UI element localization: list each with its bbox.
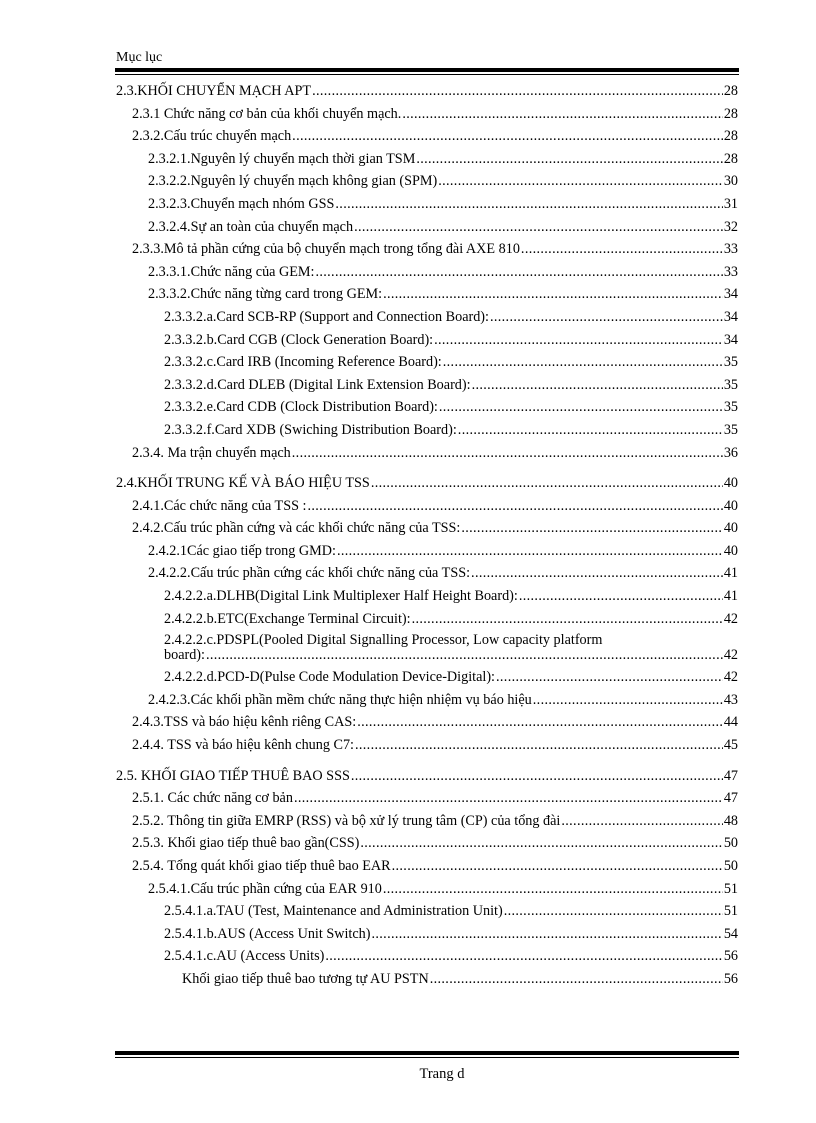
- toc-entry-page: 34: [723, 286, 738, 303]
- toc-leader-dots: [561, 810, 722, 833]
- toc-entry[interactable]: [116, 80, 738, 103]
- toc-entry-page: 30: [723, 173, 738, 190]
- toc-entry-text: 2.5.3. Khối giao tiếp thuê bao gần(CSS): [132, 835, 360, 852]
- toc-entry-page: 43: [723, 691, 738, 708]
- toc-leader-dots: [383, 283, 723, 306]
- page-header-title: Mục lục: [116, 50, 163, 65]
- toc-entry-text: 2.4.KHỐI TRUNG KẾ VÀ BÁO HIỆU TSS: [116, 475, 370, 492]
- toc-entry[interactable]: [116, 540, 738, 563]
- footer-rule-thick: [115, 1051, 739, 1055]
- page-number: Trang d: [419, 1066, 465, 1082]
- toc-entry-page: 56: [723, 948, 738, 965]
- toc-entry-text: 2.4.2.2.b.ETC(Exchange Terminal Circuit):: [164, 610, 411, 627]
- toc-entry[interactable]: [116, 711, 738, 734]
- toc-leader-dots: [337, 540, 723, 563]
- toc-entry-page: 35: [723, 421, 738, 438]
- toc-entry-text: 2.3.3.1.Chức năng của GEM:: [148, 263, 315, 280]
- toc-entry[interactable]: [116, 351, 738, 374]
- toc-entry-page: 35: [723, 354, 738, 371]
- toc-entry[interactable]: [116, 810, 738, 833]
- toc-entry[interactable]: [116, 630, 738, 666]
- toc-entry-page: 44: [723, 714, 738, 731]
- toc-entry-text: 2.5.2. Thông tin giữa EMRP (RSS) và bộ xử lý trung tâm (CP) của tổng đài: [132, 812, 561, 829]
- toc-entry-page: 42: [723, 610, 738, 627]
- toc-entry-text: 2.3.2.4.Sự an toàn của chuyển mạch: [148, 218, 354, 235]
- toc-leader-dots: [472, 374, 723, 397]
- toc-entry[interactable]: [116, 608, 738, 631]
- toc-entry[interactable]: [116, 396, 738, 419]
- toc-leader-dots: [412, 608, 723, 631]
- toc-leader-dots: [443, 351, 723, 374]
- toc-entry[interactable]: [116, 562, 738, 585]
- toc-entry[interactable]: [116, 329, 738, 352]
- toc-entry[interactable]: [116, 585, 738, 608]
- toc-entry[interactable]: [116, 832, 738, 855]
- toc-entry-page: 45: [723, 737, 738, 754]
- toc-entry[interactable]: [116, 419, 738, 442]
- toc-leader-dots: [292, 125, 723, 148]
- toc-entry[interactable]: [116, 945, 738, 968]
- toc-entry[interactable]: [116, 261, 738, 284]
- toc-leader-dots: [312, 80, 723, 103]
- toc-entry-text: 2.5.4.1.Cấu trúc phần cứng của EAR 910: [148, 880, 382, 897]
- toc-leader-dots: [335, 193, 722, 216]
- toc-leader-dots: [355, 734, 723, 757]
- toc-entry[interactable]: [116, 216, 738, 239]
- toc-entry-page: 50: [723, 835, 738, 852]
- toc-entry[interactable]: [116, 517, 738, 540]
- toc-entry[interactable]: [116, 855, 738, 878]
- toc-entry-text: 2.4.4. TSS và báo hiệu kênh chung C7:: [132, 737, 354, 754]
- toc-entry[interactable]: [116, 193, 738, 216]
- toc-entry[interactable]: [116, 495, 738, 518]
- toc-leader-dots: [521, 238, 723, 261]
- header-rule-thick: [115, 68, 739, 72]
- toc-leader-dots: [402, 103, 723, 126]
- toc-entry[interactable]: [116, 103, 738, 126]
- toc-entry-text: 2.4.2.2.Cấu trúc phần cứng các khối chức năng của TSS:: [148, 565, 471, 582]
- toc-entry[interactable]: [116, 442, 738, 465]
- table-of-contents: [116, 80, 738, 991]
- toc-entry-text: 2.4.2.Cấu trúc phần cứng và các khối chức năng của TSS:: [132, 520, 461, 537]
- toc-entry-text: 2.3.3.Mô tả phần cứng của bộ chuyển mạch trong tổng đài AXE 810: [132, 241, 520, 258]
- toc-entry-page: 40: [723, 497, 738, 514]
- toc-entry-page: 31: [723, 195, 738, 212]
- toc-entry-text: 2.3.2.1.Nguyên lý chuyển mạch thời gian TSM: [148, 150, 416, 167]
- toc-leader-dots: [354, 216, 723, 239]
- toc-entry[interactable]: [116, 472, 738, 495]
- toc-entry-page: 28: [723, 83, 738, 99]
- toc-entry-text: 2.3.4. Ma trận chuyển mạch: [132, 444, 291, 461]
- toc-entry-text-continued: board):: [164, 647, 205, 664]
- toc-entry-text: 2.5.4.1.a.TAU (Test, Maintenance and Administration Unit): [164, 903, 503, 920]
- toc-entry-page: 42: [723, 669, 738, 686]
- toc-entry-text: 2.4.3.TSS và báo hiệu kênh riêng CAS:: [132, 714, 357, 731]
- toc-entry-page: 36: [723, 444, 738, 461]
- toc-entry-page: 41: [723, 588, 738, 605]
- toc-entry[interactable]: [116, 765, 738, 788]
- toc-entry-text: 2.3.2.3.Chuyển mạch nhóm GSS: [148, 195, 335, 212]
- toc-leader-dots: [416, 148, 723, 171]
- toc-entry-page: 51: [723, 880, 738, 897]
- toc-leader-dots: [294, 787, 723, 810]
- toc-entry-text: 2.5. KHỐI GIAO TIẾP THUÊ BAO SSS: [116, 767, 350, 784]
- toc-leader-dots: [357, 711, 723, 734]
- toc-entry-page: 35: [723, 399, 738, 416]
- toc-leader-dots: [430, 968, 723, 991]
- footer-rule-thin: [115, 1057, 739, 1058]
- toc-entry-text: 2.3.2.2.Nguyên lý chuyển mạch không gian (SPM): [148, 173, 438, 190]
- toc-entry-text: 2.3.3.2.a.Card SCB-RP (Support and Connection Board):: [164, 308, 489, 325]
- toc-leader-dots: [533, 689, 723, 712]
- toc-entry-text: 2.3.3.2.f.Card XDB (Swiching Distribution Board):: [164, 421, 457, 438]
- toc-leader-dots: [360, 832, 722, 855]
- toc-leader-dots: [383, 878, 723, 901]
- toc-leader-dots: [458, 419, 723, 442]
- toc-leader-dots: [438, 170, 723, 193]
- toc-entry-page: 40: [723, 542, 738, 559]
- toc-leader-dots: [372, 923, 723, 946]
- toc-leader-dots: [496, 666, 723, 689]
- toc-entry-text: 2.4.2.2.c.PDSPL(Pooled Digital Signalling Processor, Low capacity platform: [164, 632, 603, 649]
- toc-leader-dots: [504, 900, 723, 923]
- toc-entry[interactable]: [116, 306, 738, 329]
- toc-entry-text: 2.3.3.2.e.Card CDB (Clock Distribution Board):: [164, 399, 438, 416]
- toc-entry-page: 34: [723, 308, 738, 325]
- toc-entry-page: 28: [723, 105, 738, 122]
- toc-entry-page: 40: [723, 475, 738, 492]
- toc-leader-dots: [461, 517, 722, 540]
- toc-leader-dots: [471, 562, 723, 585]
- toc-entry-page: 48: [723, 812, 738, 829]
- toc-leader-dots: [519, 585, 723, 608]
- toc-entry[interactable]: [116, 170, 738, 193]
- toc-entry[interactable]: [116, 238, 738, 261]
- toc-entry-text: Khối giao tiếp thuê bao tương tự AU PSTN: [182, 970, 429, 987]
- toc-entry-page: 47: [723, 790, 738, 807]
- toc-entry-text: 2.4.2.2.d.PCD-D(Pulse Code Modulation Device-Digital):: [164, 669, 496, 686]
- toc-entry-page: 50: [723, 858, 738, 874]
- toc-entry-text: 2.4.2.2.a.DLHB(Digital Link Multiplexer Half Height Board):: [164, 588, 518, 605]
- toc-entry-text: 2.4.1.Các chức năng của TSS :: [132, 497, 307, 514]
- toc-leader-dots: [315, 261, 722, 284]
- toc-entry-text: 2.5.1. Các chức năng cơ bản: [132, 790, 293, 807]
- toc-entry-text: 2.3.3.2.d.Card DLEB (Digital Link Extension Board):: [164, 376, 471, 393]
- toc-entry-text: 2.3.1 Chức năng cơ bản của khối chuyển mạch.: [132, 105, 402, 122]
- toc-entry[interactable]: [116, 923, 738, 946]
- toc-entry[interactable]: [116, 787, 738, 810]
- toc-entry[interactable]: [116, 148, 738, 171]
- toc-leader-dots: [292, 442, 723, 465]
- toc-entry-page: 40: [723, 520, 738, 537]
- toc-entry-page: 33: [723, 263, 738, 280]
- toc-entry-text: 2.4.2.1Các giao tiếp trong GMD:: [148, 542, 336, 559]
- toc-entry-page: 51: [723, 903, 738, 920]
- toc-entry-page: 35: [723, 376, 738, 393]
- toc-leader-dots: [490, 306, 723, 329]
- toc-entry-text: 2.5.4.1.c.AU (Access Units): [164, 948, 325, 965]
- toc-entry[interactable]: [116, 900, 738, 923]
- toc-entry-text: 2.3.KHỐI CHUYỂN MẠCH APT: [116, 83, 312, 99]
- toc-entry-page: 42: [723, 647, 738, 664]
- toc-entry-text: 2.3.2.Cấu trúc chuyển mạch: [132, 128, 292, 145]
- toc-entry-text: 2.3.3.2.c.Card IRB (Incoming Reference Board):: [164, 354, 442, 371]
- toc-entry[interactable]: [116, 283, 738, 306]
- header-rule-thin: [115, 74, 739, 75]
- toc-entry-page: 56: [723, 970, 738, 987]
- toc-leader-dots: [325, 945, 722, 968]
- toc-leader-dots: [371, 472, 723, 495]
- toc-entry-page: 33: [723, 241, 738, 258]
- toc-entry[interactable]: [116, 878, 738, 901]
- toc-entry-page: 28: [723, 128, 738, 145]
- toc-entry-text: 2.4.2.3.Các khối phần mềm chức năng thực hiện nhiệm vụ báo hiệu: [148, 691, 532, 708]
- toc-leader-dots: [434, 329, 723, 352]
- toc-entry-page: 47: [723, 767, 738, 784]
- toc-entry-text: 2.5.4. Tổng quát khối giao tiếp thuê bao EAR: [132, 858, 391, 874]
- toc-entry-page: 32: [723, 218, 738, 235]
- toc-leader-dots: [392, 855, 723, 878]
- page-footer: [0, 1066, 816, 1083]
- toc-entry-text: 2.3.3.2.b.Card CGB (Clock Generation Board):: [164, 331, 434, 348]
- toc-entry[interactable]: [116, 125, 738, 148]
- toc-leader-dots: [351, 765, 723, 788]
- toc-entry-page: 28: [723, 150, 738, 167]
- toc-entry-page: 41: [723, 565, 738, 582]
- toc-entry[interactable]: [116, 734, 738, 757]
- toc-entry-text: 2.3.3.2.Chức năng từng card trong GEM:: [148, 286, 383, 303]
- toc-leader-dots: [439, 396, 723, 419]
- toc-leader-dots: [206, 648, 723, 663]
- toc-entry[interactable]: [116, 374, 738, 397]
- toc-entry[interactable]: [116, 968, 738, 991]
- toc-entry-page: 34: [723, 331, 738, 348]
- toc-entry[interactable]: [116, 666, 738, 689]
- toc-entry-text: 2.5.4.1.b.AUS (Access Unit Switch): [164, 925, 371, 942]
- toc-entry[interactable]: [116, 689, 738, 712]
- toc-entry-page: 54: [723, 925, 738, 942]
- toc-leader-dots: [308, 495, 723, 518]
